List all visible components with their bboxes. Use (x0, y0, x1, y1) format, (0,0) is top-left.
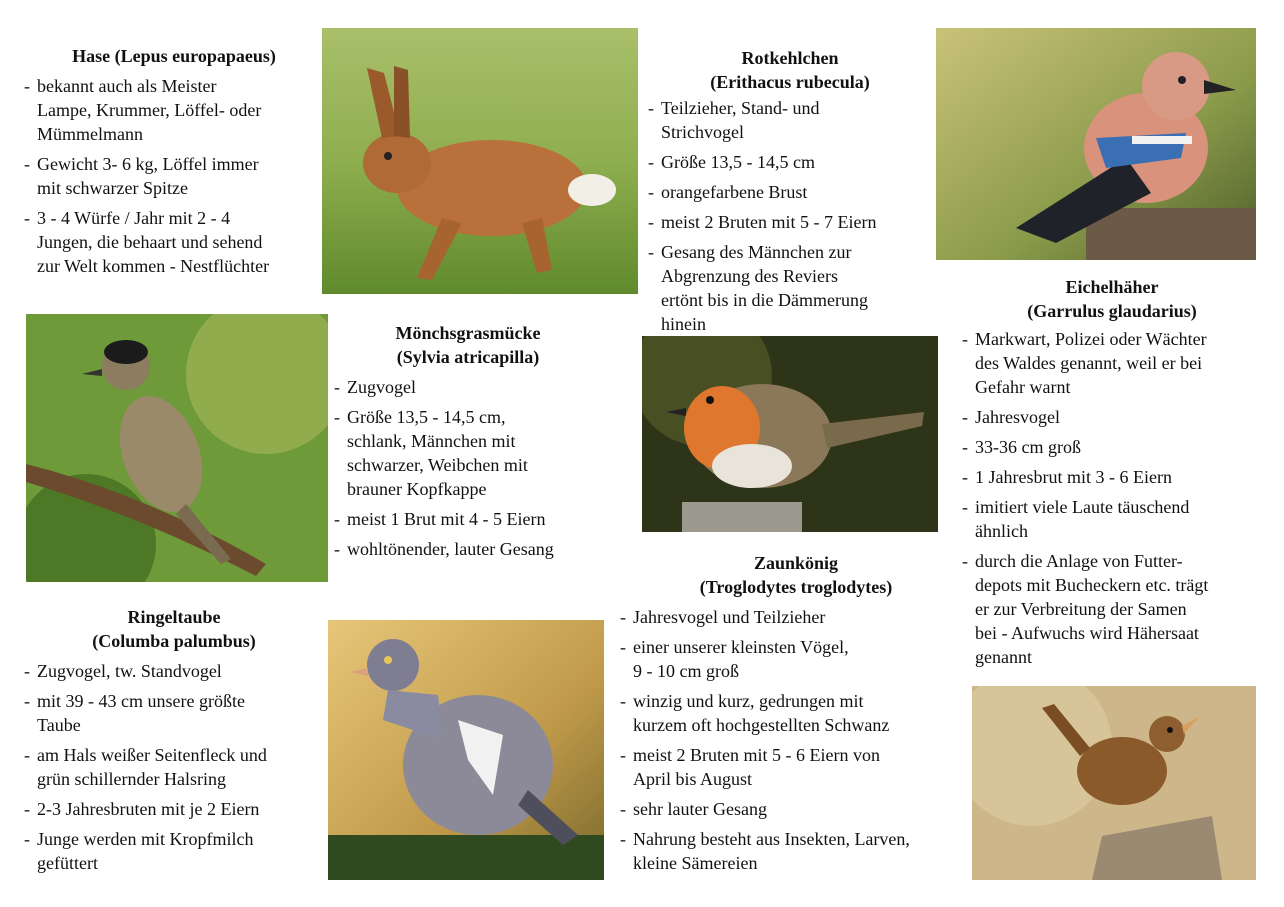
ringeltaube-fact: - am Hals weißer Seitenfleck und grün schillernder Halsring (24, 743, 324, 791)
moenchsgrasmuecke-title: Mönchsgrasmücke (395, 323, 541, 343)
eichelhaeher-title: Eichelhäher (1065, 277, 1159, 297)
ringeltaube-subtitle: (Columba palumbus) (92, 631, 256, 651)
zaunkoenig-subtitle: (Troglodytes troglodytes) (699, 577, 893, 597)
jay-photo (936, 28, 1256, 260)
ringeltaube-facts (24, 659, 324, 875)
moenchsgrasmuecke-fact: - wohltönender, lauter Gesang (334, 537, 602, 561)
eichelhaeher-fact: - durch die Anlage von Futter- depots mit Bucheckern etc. trägt er zur Verbreitung der Samen bei - Aufwuchs wird Hähersaat genannt (962, 549, 1262, 669)
hare-photo (322, 28, 638, 294)
zaunkoenig-facts (620, 605, 972, 875)
zaunkoenig-fact: - Nahrung besteht aus Insekten, Larven, kleine Sämereien (620, 827, 972, 875)
hase-facts (24, 74, 324, 278)
zaunkoenig-fact: - winzig und kurz, gedrungen mit kurzem oft hochgestellten Schwanz (620, 689, 972, 737)
moenchsgrasmuecke-subtitle: (Sylvia atricapilla) (396, 347, 540, 367)
rotkehlchen-title: Rotkehlchen (741, 48, 839, 68)
moenchsgrasmuecke-fact: - meist 1 Brut mit 4 - 5 Eiern (334, 507, 602, 531)
eichelhaeher-facts (962, 327, 1262, 669)
rotkehlchen-block (648, 46, 932, 342)
hase-fact: - bekannt auch als Meister Lampe, Krummer, Löffel- oder Mümmelmann (24, 74, 324, 146)
eichelhaeher-fact: - imitiert viele Laute täuschend ähnlich (962, 495, 1262, 543)
rotkehlchen-subtitle: (Erithacus rubecula) (710, 72, 870, 92)
ringeltaube-title: Ringeltaube (127, 607, 221, 627)
rotkehlchen-fact: - Gesang des Männchen zur Abgrenzung des Reviers ertönt bis in die Dämmerung hinein (648, 240, 932, 336)
ringeltaube-fact: - mit 39 - 43 cm unsere größte Taube (24, 689, 324, 737)
hase-block (24, 44, 324, 284)
moenchsgrasmuecke-fact: - Größe 13,5 - 14,5 cm, schlank, Männchen mit schwarzer, Weibchen mit brauner Kopfkappe (334, 405, 602, 501)
eichelhaeher-fact: - Markwart, Polizei oder Wächter des Waldes genannt, weil er bei Gefahr warnt (962, 327, 1262, 399)
wren-photo (972, 686, 1256, 880)
rotkehlchen-fact: - meist 2 Bruten mit 5 - 7 Eiern (648, 210, 932, 234)
wood-pigeon-photo (328, 620, 604, 880)
rotkehlchen-fact: - orangefarbene Brust (648, 180, 932, 204)
zaunkoenig-fact: - einer unserer kleinsten Vögel, 9 - 10 cm groß (620, 635, 972, 683)
eichelhaeher-fact: - 33-36 cm groß (962, 435, 1262, 459)
moenchsgrasmuecke-block (334, 321, 602, 567)
ringeltaube-fact: - 2-3 Jahresbruten mit je 2 Eiern (24, 797, 324, 821)
hase-title: Hase (Lepus europapaeus) (72, 46, 276, 66)
eichelhaeher-block (962, 275, 1262, 675)
zaunkoenig-title: Zaunkönig (753, 553, 839, 573)
eichelhaeher-fact: - 1 Jahresbrut mit 3 - 6 Eiern (962, 465, 1262, 489)
rotkehlchen-fact: - Teilzieher, Stand- und Strichvogel (648, 96, 932, 144)
blackcap-photo (26, 314, 328, 582)
eichelhaeher-fact: - Jahresvogel (962, 405, 1262, 429)
zaunkoenig-fact: - Jahresvogel und Teilzieher (620, 605, 972, 629)
moenchsgrasmuecke-fact: - Zugvogel (334, 375, 602, 399)
robin-photo (642, 336, 938, 532)
eichelhaeher-subtitle: (Garrulus glaudarius) (1027, 301, 1197, 321)
ringeltaube-fact: - Junge werden mit Kropfmilch gefüttert (24, 827, 324, 875)
zaunkoenig-fact: - meist 2 Bruten mit 5 - 6 Eiern von April bis August (620, 743, 972, 791)
hase-fact: - 3 - 4 Würfe / Jahr mit 2 - 4 Jungen, die behaart und sehend zur Welt kommen - Nestflüchter (24, 206, 324, 278)
ringeltaube-fact: - Zugvogel, tw. Standvogel (24, 659, 324, 683)
rotkehlchen-facts (648, 96, 932, 336)
rotkehlchen-fact: - Größe 13,5 - 14,5 cm (648, 150, 932, 174)
zaunkoenig-block (620, 551, 972, 881)
hase-fact: - Gewicht 3- 6 kg, Löffel immer mit schwarzer Spitze (24, 152, 324, 200)
zaunkoenig-fact: - sehr lauter Gesang (620, 797, 972, 821)
moenchsgrasmuecke-facts (334, 375, 602, 561)
ringeltaube-block (24, 605, 324, 881)
